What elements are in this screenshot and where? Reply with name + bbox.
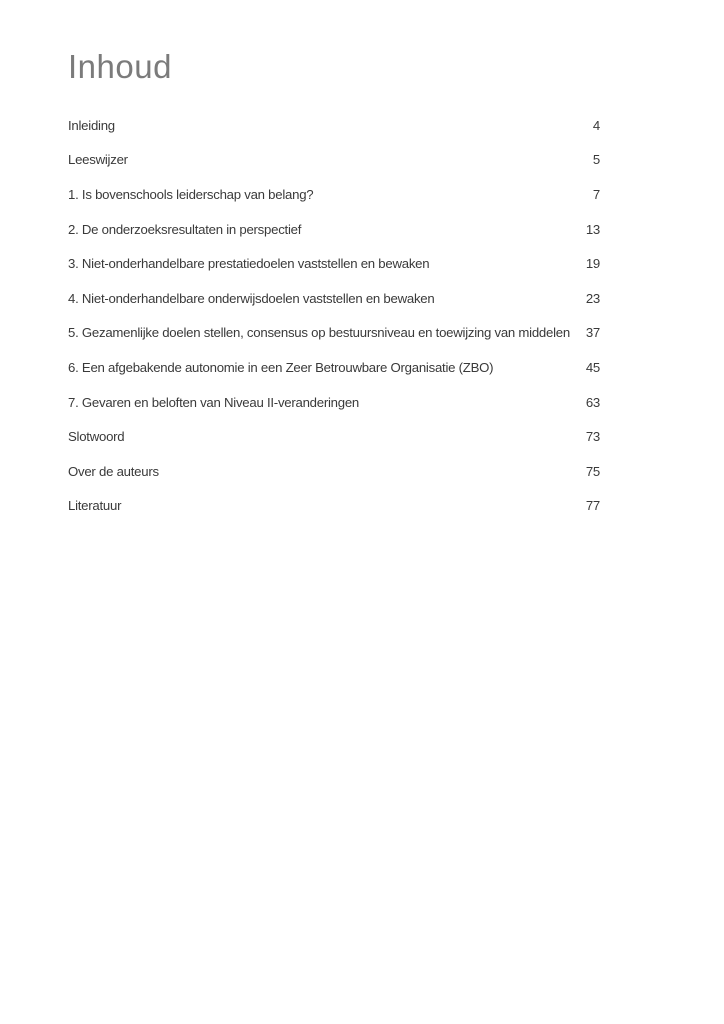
toc-entry (68, 143, 600, 178)
toc-entry-label: 1. Is bovenschools leiderschap van belang? (68, 186, 314, 202)
toc-entry (68, 281, 600, 316)
toc-entry (68, 212, 600, 247)
toc-entry-page-number: 5 (592, 152, 600, 168)
toc-entry-label: 2. De onderzoeksresultaten in perspectief (68, 221, 302, 237)
toc-entry-page-number: 77 (585, 498, 600, 514)
table-of-contents (68, 108, 600, 523)
toc-entry-label: 5. Gezamenlijke doelen stellen, consensus op bestuursniveau en toewijzing van middelen (68, 325, 570, 341)
toc-entry (68, 385, 600, 420)
toc-entry (68, 454, 600, 489)
toc-entry-page-number: 45 (585, 359, 600, 375)
toc-entry-page-number: 63 (585, 394, 600, 410)
page-title: Inhoud (68, 48, 172, 85)
toc-entry (68, 246, 600, 281)
toc-entry (68, 419, 600, 454)
toc-entry-label: 4. Niet-onderhandelbare onderwijsdoelen vaststellen en bewaken (68, 290, 435, 306)
toc-entry-page-number: 73 (585, 429, 600, 445)
toc-entry-label: 6. Een afgebakende autonomie in een Zeer Betrouwbare Organisatie (ZBO) (68, 359, 494, 375)
toc-entry-label: Over de auteurs (68, 463, 159, 479)
toc-entry (68, 177, 600, 212)
toc-entry (68, 108, 600, 143)
toc-entry (68, 350, 600, 385)
toc-entry-label: Slotwoord (68, 429, 125, 445)
toc-entry-page-number: 37 (585, 325, 600, 341)
toc-entry-label: 3. Niet-onderhandelbare prestatiedoelen vaststellen en bewaken (68, 256, 430, 272)
toc-entry-page-number: 19 (585, 256, 600, 272)
toc-entry-label: 7. Gevaren en beloften van Niveau II-veranderingen (68, 394, 360, 410)
toc-entry-page-number: 23 (585, 290, 600, 306)
toc-entry-page-number: 7 (592, 186, 600, 202)
toc-entry-page-number: 4 (592, 117, 600, 133)
toc-entry-label: Inleiding (68, 117, 115, 133)
toc-entry (68, 316, 600, 351)
toc-entry-page-number: 13 (585, 221, 600, 237)
toc-entry-label: Leeswijzer (68, 152, 128, 168)
toc-entry-label: Literatuur (68, 498, 122, 514)
toc-entry (68, 489, 600, 524)
toc-entry-page-number: 75 (585, 463, 600, 479)
